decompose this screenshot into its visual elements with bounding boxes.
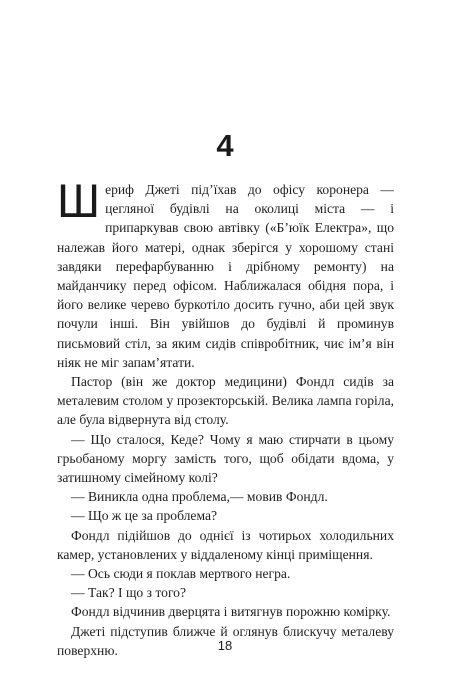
chapter-text	[57, 174, 394, 660]
paragraph-6: Фондл підійшов до однієї із чотирьох холодильних камер, установлених у віддаленому кінці приміщення.	[57, 527, 394, 562]
paragraph-1	[57, 174, 394, 372]
paragraph-5: — Що ж це за проблема?	[71, 508, 218, 524]
page-number: 18	[217, 638, 233, 653]
paragraph-9: Фондл відчинив дверцята і витягнув порожню комірку.	[71, 604, 391, 620]
paragraph-1-text: ериф Джеті під’їхав до офісу коронера — цегляної будівлі на околиці міста — і припаркував свою автівку («Б’юїк Електра», що належав його матері, однак зберігся у хорошому стані завдяки перефарбуванню і дрібному ремонту) на майданчику перед офісом. Наближалася обідня пора, і його велике черево буркотіло досить гучно, аби цей звук почули інші. Він увійшов до будівлі й проминув письмовий стіл, за яким сидів співробітник, чиє ім’я він ніяк не міг запам’ятати.	[57, 182, 394, 370]
paragraph-3: — Що сталося, Кеде? Чому я маю стирчати в цьому грьобаному моргу замість того, щоб обідати вдома, у затишному сімейному колі?	[57, 431, 394, 486]
paragraph-7: — Ось сюди я поклав мертвого негра.	[71, 566, 291, 582]
paragraph-4: — Виникла одна проблема,— мовив Фондл.	[71, 489, 328, 505]
drop-cap: Ш	[57, 174, 101, 227]
paragraph-10: Джеті підступив ближче й оглянув блискучу металеву поверхню.	[57, 623, 394, 658]
chapter-number: 4	[216, 128, 234, 163]
paragraph-2: Пастор (він же доктор медицини) Фондл сидів за металевим столом у прозекторській. Велика лампа горіла, але була відвернута від столу.	[57, 374, 394, 428]
paragraph-8: — Так? І що з того?	[71, 585, 187, 601]
